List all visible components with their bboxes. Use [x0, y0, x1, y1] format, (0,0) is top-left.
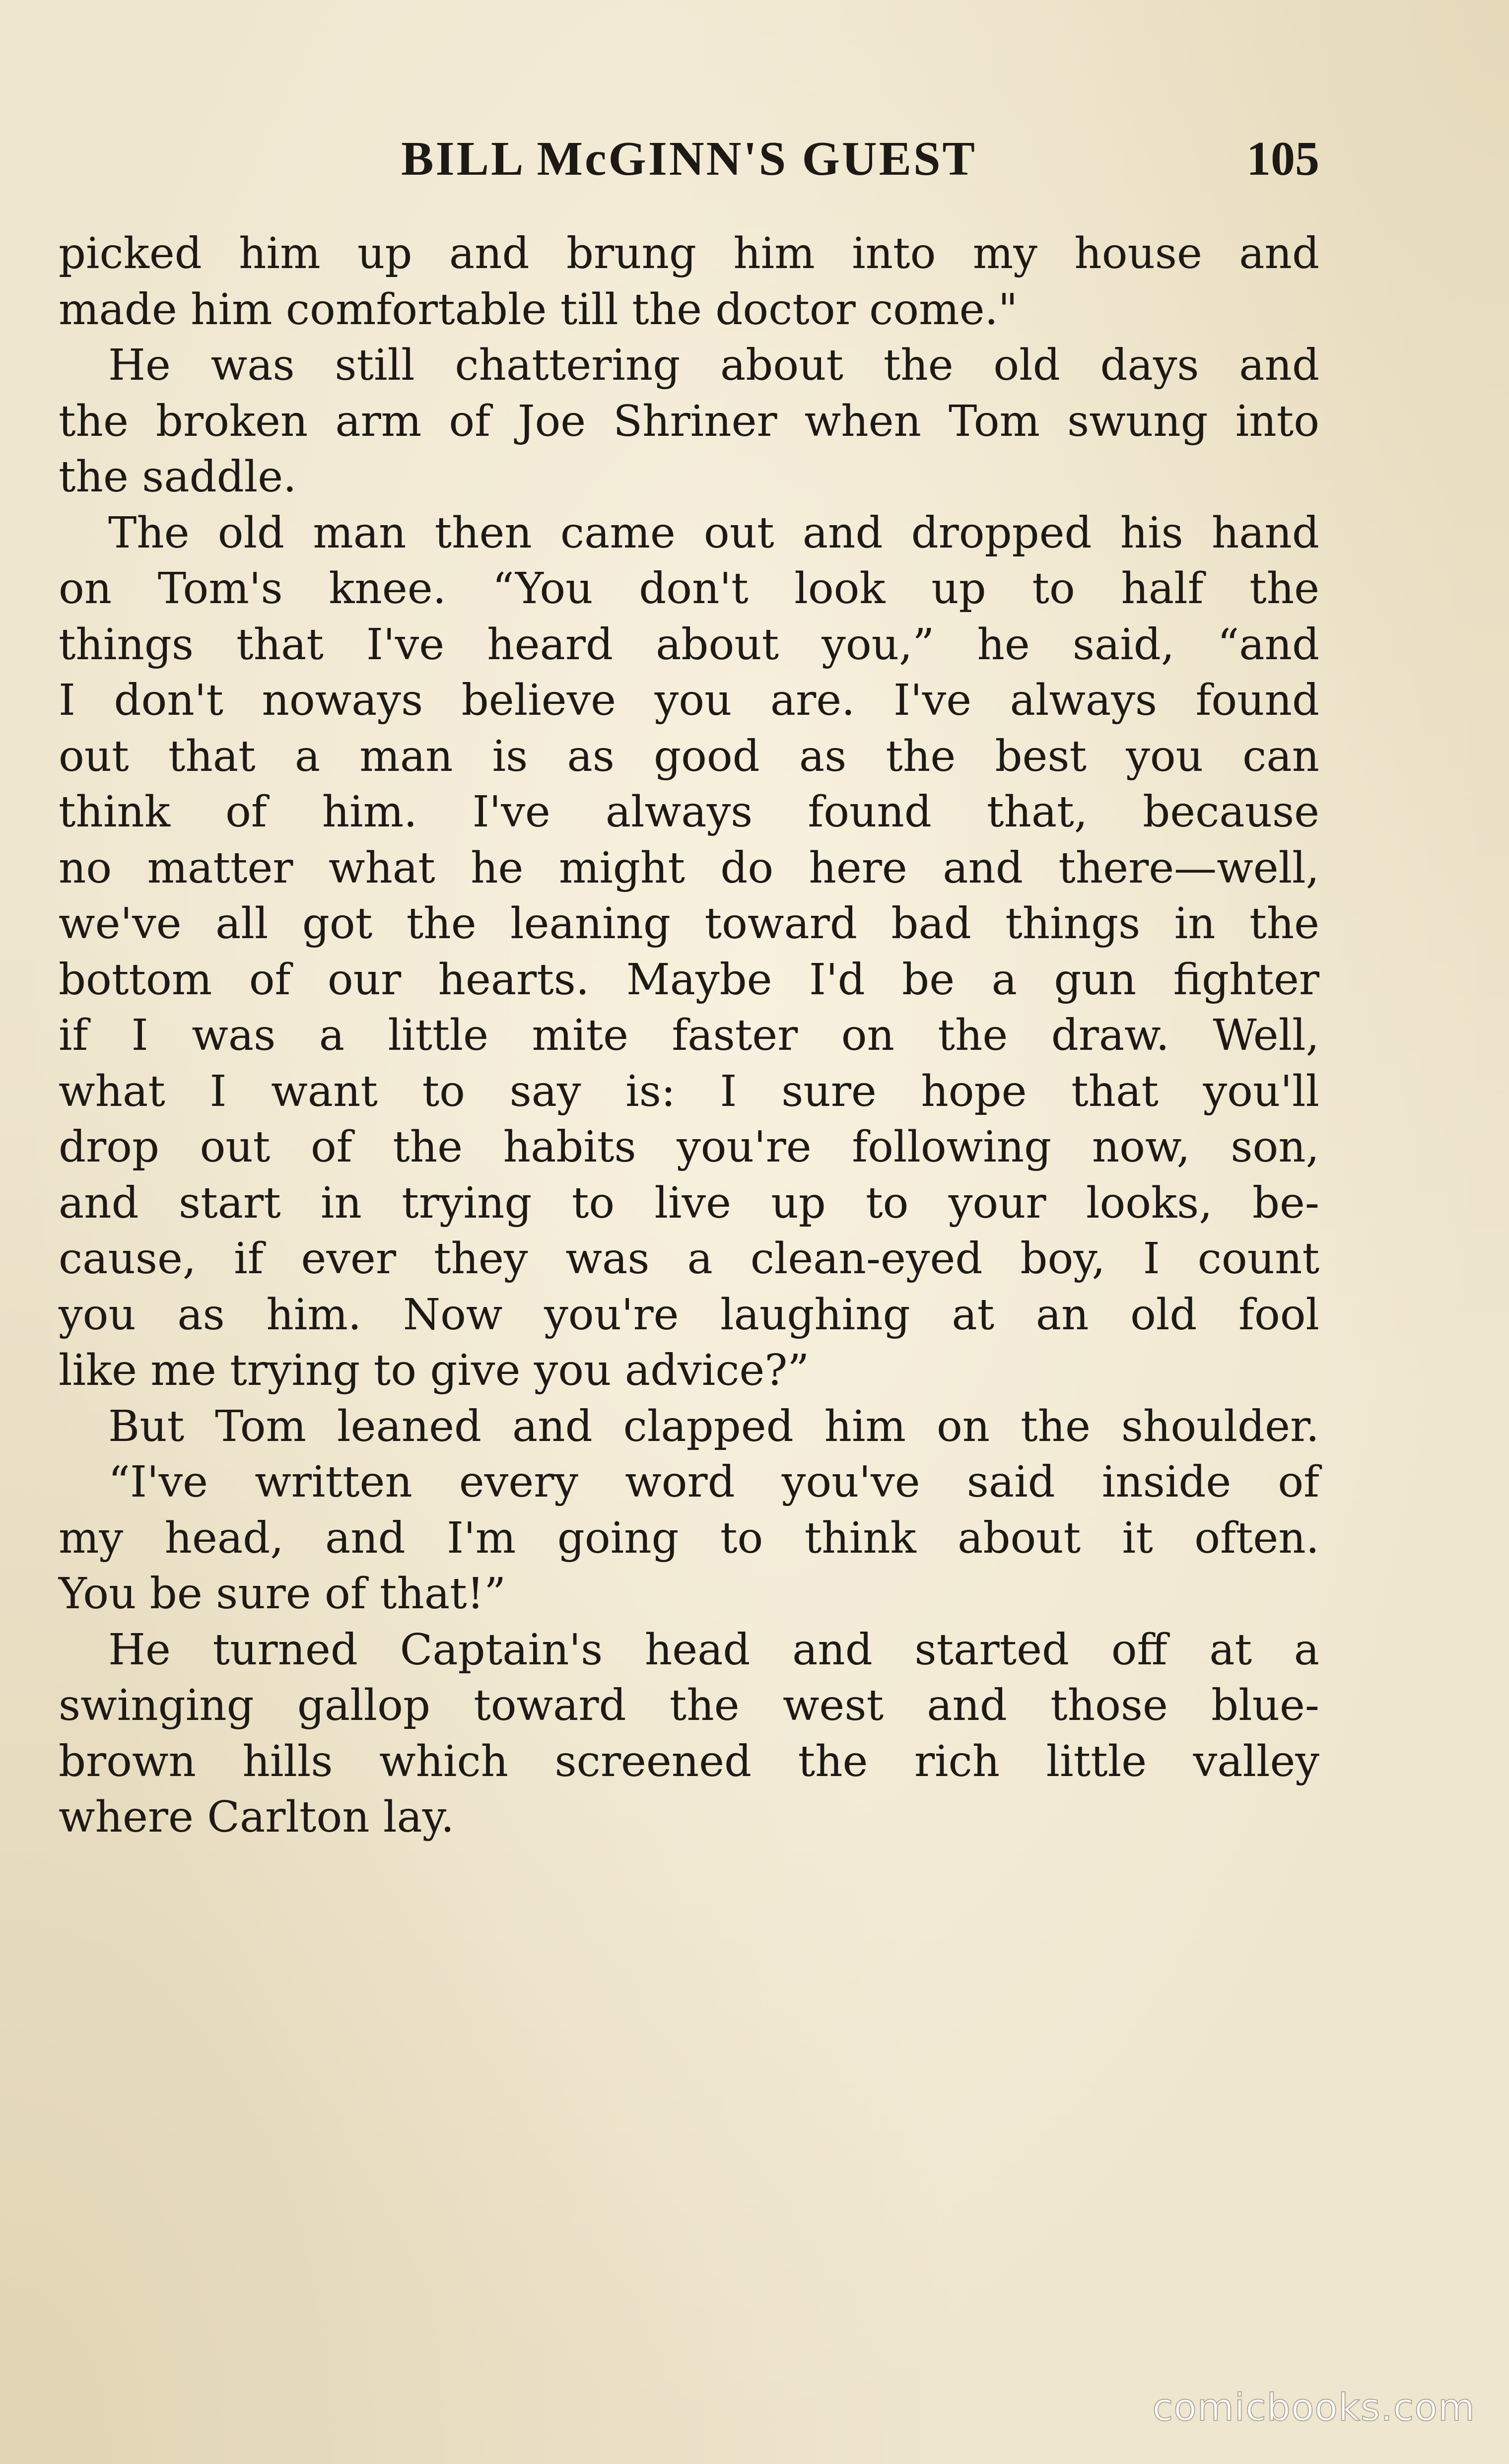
text-line: You be sure of that!” [59, 1569, 506, 1619]
text-line: my head, and I'm going to think about it often. [59, 1513, 1319, 1563]
text-line: on Tom's knee. “You don't look up to half the [59, 564, 1319, 614]
text-line: out that a man is as good as the best you can [59, 731, 1319, 781]
text-line: bottom of our hearts. Maybe I'd be a gun fighter [59, 955, 1319, 1005]
text-line: the saddle. [59, 452, 297, 502]
text-line: picked him up and brung him into my house and [59, 229, 1319, 278]
text-line: drop out of the habits you're following now, son, [59, 1122, 1319, 1172]
text-line: and start in trying to live up to your looks, be- [59, 1178, 1319, 1228]
text-line: think of him. I've always found that, because [59, 787, 1319, 837]
text-line: “I've written every word you've said inside of [108, 1457, 1319, 1507]
running-head [59, 124, 1319, 194]
text-line: like me trying to give you advice?” [59, 1346, 810, 1395]
text-line: what I want to say is: I sure hope that you'll [59, 1066, 1319, 1116]
text-line: The old man then came out and dropped his hand [108, 508, 1319, 558]
text-line: we've all got the leaning toward bad things in the [59, 899, 1319, 949]
body-text [59, 226, 1319, 1846]
text-line: But Tom leaned and clapped him on the shoulder. [108, 1401, 1319, 1451]
page-number: 105 [1246, 132, 1319, 186]
text-line: I don't noways believe you are. I've always found [59, 676, 1319, 725]
chapter-title: BILL McGINN'S GUEST [401, 132, 977, 186]
text-line: cause, if ever they was a clean-eyed boy, I count [59, 1234, 1319, 1284]
text-line: He turned Captain's head and started off at a [108, 1625, 1319, 1675]
text-line: brown hills which screened the rich little valley [59, 1736, 1319, 1786]
watermark: comicbooks.com [1152, 2385, 1475, 2429]
text-line: the broken arm of Joe Shriner when Tom swung into [59, 396, 1319, 446]
text-line: if I was a little mite faster on the draw. Well, [59, 1011, 1319, 1060]
text-line: things that I've heard about you,” he said, “and [59, 619, 1319, 670]
text-line: no matter what he might do here and there—well, [59, 843, 1319, 893]
text-line: where Carlton lay. [59, 1792, 455, 1842]
text-line: He was still chattering about the old days and [108, 341, 1319, 390]
text-line: swinging gallop toward the west and those blue- [59, 1681, 1319, 1730]
text-line: you as him. Now you're laughing at an old fool [59, 1290, 1319, 1340]
text-line: made him comfortable till the doctor come." [59, 284, 1018, 335]
